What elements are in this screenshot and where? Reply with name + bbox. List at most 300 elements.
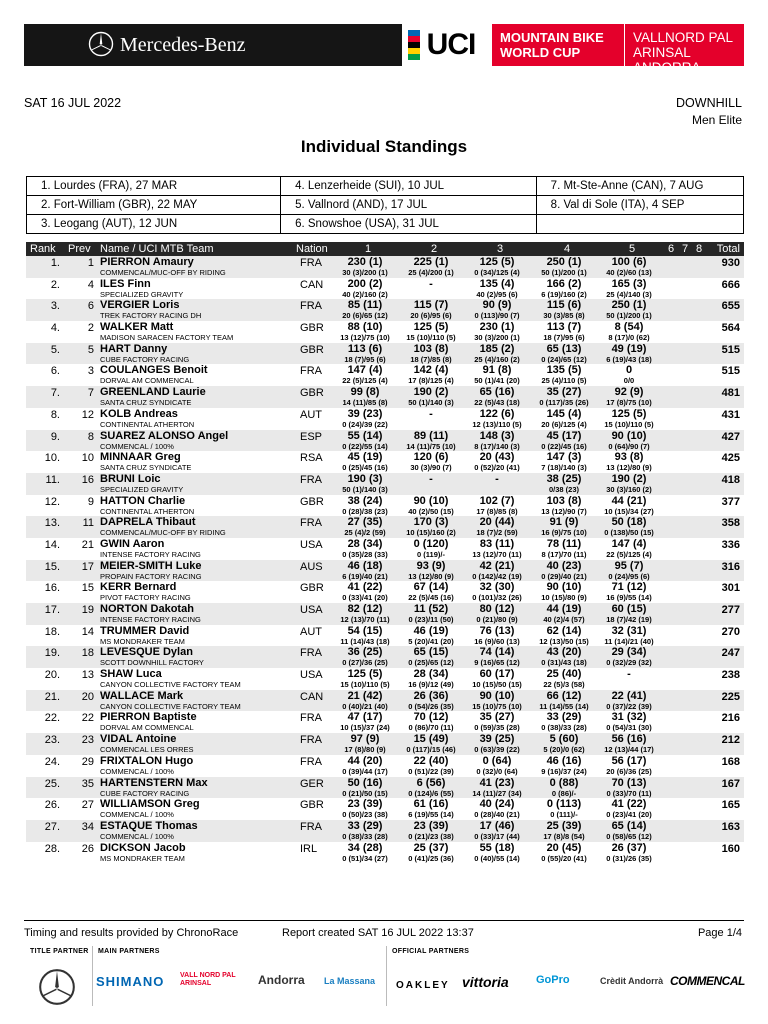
round-5-points: 8 (54) [614, 321, 644, 334]
total-points: 277 [721, 604, 740, 616]
round-1-points: 34 (28) [347, 841, 383, 854]
total-points: 564 [721, 322, 740, 335]
round-5-breakdown: 12 (13)/44 (17) [604, 745, 654, 755]
partner-divider [92, 946, 93, 1006]
team-name: COMMENCAL / 100% [100, 810, 174, 820]
total-points: 212 [721, 734, 740, 747]
total-points: 515 [721, 365, 740, 378]
col-prev: Prev [68, 243, 91, 255]
table-row [26, 321, 744, 343]
round-2-breakdown: 6 (19)/55 (14) [408, 810, 454, 820]
round-2-points: - [429, 407, 433, 420]
round-1-breakdown: 11 (14)/43 (18) [340, 636, 390, 646]
prev-rank-cell: 35 [81, 777, 94, 790]
round-5-points: 90 (10) [611, 429, 647, 442]
round-5-breakdown: 0 (24)/95 (6) [608, 571, 650, 581]
shimano-logo: SHIMANO [96, 974, 165, 989]
prev-rank-cell: 3 [87, 365, 94, 378]
rider-name: HARTENSTERN Max [100, 776, 208, 789]
round-4-breakdown: 0 (117)/35 (26) [539, 398, 589, 408]
round-5-breakdown: 16 (9)/55 (14) [606, 593, 652, 603]
round-1-breakdown: 6 (19)/40 (21) [342, 571, 388, 581]
round-3-points: 41 (23) [479, 776, 515, 789]
venue-label [624, 24, 744, 75]
round-1-breakdown: 17 (8)/80 (9) [344, 745, 386, 755]
round-4-points: 44 (19) [546, 603, 582, 615]
round-5-breakdown: 0 (32)/29 (32) [606, 658, 652, 668]
round-3-breakdown: 17 (8)/85 (8) [476, 506, 518, 516]
rank-cell: 21. [44, 690, 60, 703]
rider-name: VERGIER Loris [100, 299, 180, 312]
table-row [26, 386, 744, 408]
rank-cell: 11. [45, 473, 60, 486]
team-name: SANTA CRUZ SYNDICATE [100, 398, 192, 408]
round-2-points: 90 (10) [413, 494, 449, 507]
table-row [26, 516, 744, 538]
round-4-breakdown: 12 (13)/50 (15) [539, 636, 589, 646]
round-1-points: 85 (11) [347, 299, 383, 312]
event-cell [536, 215, 743, 234]
team-name: PIVOT FACTORY RACING [100, 593, 191, 603]
rider-name: HART Danny [100, 342, 168, 355]
prev-rank-cell: 21 [81, 538, 94, 551]
event-cell: 8. Val di Sole (ITA), 4 SEP [536, 196, 743, 215]
round-1-points: 45 (19) [347, 451, 383, 464]
round-5-breakdown: 0 (54)/31 (30) [606, 723, 652, 733]
team-name: CANYON COLLECTIVE FACTORY TEAM [100, 680, 241, 690]
prev-rank-cell: 2 [87, 322, 94, 335]
prev-rank-cell: 22 [81, 712, 94, 725]
table-row [26, 820, 744, 842]
event-cell: 7. Mt-Ste-Anne (CAN), 7 AUG [536, 177, 743, 196]
round-3-points: 65 (16) [479, 386, 515, 399]
round-1-breakdown: 0 (24)/39 (22) [342, 419, 388, 429]
rank-cell: 22. [44, 712, 60, 725]
table-row [26, 798, 744, 820]
round-3-points: 90 (10) [479, 689, 515, 702]
round-1-breakdown: 0 (51)/34 (27) [342, 853, 388, 863]
round-5-breakdown: 30 (3)/160 (2) [606, 484, 652, 494]
venue-line-1: VALLNORD PAL ARINSAL [633, 30, 733, 60]
prev-rank-cell: 23 [81, 734, 94, 747]
round-3-breakdown: 0 (59)/35 (28) [474, 723, 520, 733]
team-name: SPECIALIZED GRAVITY [100, 484, 184, 494]
round-2-breakdown: 25 (4)/200 (1) [408, 268, 454, 277]
round-2-breakdown: 22 (5)/45 (16) [408, 593, 454, 603]
nation-cell: GBR [300, 387, 324, 400]
table-row [26, 733, 744, 755]
round-5-breakdown: 20 (6)/36 (25) [606, 766, 652, 776]
report-created: Report created SAT 16 JUL 2022 13:37 [282, 927, 474, 939]
round-4-breakdown: 10 (15)/80 (9) [541, 593, 587, 603]
round-2-points: 125 (5) [413, 321, 449, 334]
round-3-breakdown: 9 (16)/65 (12) [474, 658, 520, 668]
round-1-points: 41 (22) [347, 581, 383, 594]
team-name: DORVAL AM COMMENCAL [100, 723, 194, 733]
round-5-points: 49 (19) [611, 342, 647, 355]
round-3-points: 80 (12) [479, 603, 515, 615]
rank-cell: 3. [50, 300, 60, 313]
rank-cell: 27. [44, 820, 60, 833]
round-1-breakdown: 0 (27)/36 (25) [342, 658, 388, 668]
rider-name: PIERRON Baptiste [100, 711, 197, 724]
oakley-logo: OAKLEY [396, 980, 450, 991]
round-4-points: 113 (7) [546, 321, 582, 334]
standings-table [26, 242, 744, 863]
round-1-breakdown: 0 (33)/41 (20) [342, 593, 388, 603]
vittoria-logo: vittoria [462, 974, 509, 990]
team-name: CUBE FACTORY RACING [100, 788, 190, 798]
round-5-points: 70 (13) [611, 776, 647, 789]
round-2-points: 28 (34) [413, 668, 449, 681]
round-3-points: 102 (7) [479, 494, 515, 507]
round-5-breakdown: 0 (31)/26 (35) [606, 853, 652, 863]
round-4-breakdown: 0 (24)/65 (12) [541, 354, 587, 364]
sponsor-block [24, 24, 402, 66]
round-5-breakdown: 22 (5)/125 (4) [606, 549, 652, 559]
prev-rank-cell: 16 [81, 473, 94, 486]
round-5-breakdown: 15 (10)/110 (5) [604, 419, 654, 429]
round-3-breakdown: 0 (34)/125 (4) [474, 268, 520, 277]
round-2-breakdown: 40 (2)/50 (15) [408, 506, 454, 516]
round-1-breakdown: 0 (38)/33 (28) [342, 831, 388, 841]
round-4-breakdown: 11 (14)/55 (14) [539, 701, 589, 711]
total-points: 515 [721, 343, 740, 356]
round-4-breakdown: 50 (1)/200 (1) [541, 268, 587, 277]
rank-cell: 5. [50, 343, 60, 356]
round-5-points: 165 (3) [611, 277, 647, 290]
table-row [26, 646, 744, 668]
rank-cell: 18. [44, 625, 60, 638]
round-3-points: 55 (18) [479, 841, 515, 854]
round-4-breakdown: 0 (22)/45 (16) [541, 441, 587, 451]
round-5-points: 32 (31) [611, 624, 647, 637]
round-1-breakdown: 50 (1)/140 (3) [342, 484, 388, 494]
round-3-breakdown: 0 (142)/42 (19) [472, 571, 522, 581]
round-1-points: 190 (3) [347, 472, 383, 485]
round-5-breakdown: 10 (15)/34 (27) [604, 506, 654, 516]
round-2-points: 23 (39) [413, 819, 449, 832]
round-3-breakdown: 10 (15)/50 (15) [472, 680, 522, 690]
discipline: DOWNHILL [676, 96, 742, 110]
round-4-points: 78 (11) [546, 537, 582, 550]
prev-rank-cell: 27 [81, 799, 94, 812]
round-4-points: 35 (27) [546, 386, 582, 399]
nation-cell: FRA [300, 365, 322, 378]
round-4-breakdown: 22 (5)/3 (58) [543, 680, 585, 690]
rider-name: HATTON Charlie [100, 494, 186, 507]
team-name: COMMENCAL/MUC-OFF BY RIDING [100, 268, 226, 277]
nation-cell: AUT [300, 408, 322, 421]
round-5-points: 31 (32) [611, 711, 647, 724]
round-3-points: 20 (44) [479, 516, 515, 529]
round-4-breakdown: 20 (6)/125 (4) [541, 419, 587, 429]
round-1-breakdown: 0 (28)/38 (23) [342, 506, 388, 516]
round-3-points: 0 (64) [482, 754, 512, 767]
table-row [26, 625, 744, 647]
round-2-points: 65 (15) [413, 646, 449, 659]
round-2-points: 6 (56) [416, 776, 446, 789]
prev-rank-cell: 17 [81, 560, 94, 573]
round-2-breakdown: 0 (119)/- [417, 549, 445, 559]
round-4-points: 90 (10) [546, 581, 582, 594]
round-4-points: 46 (16) [546, 754, 582, 767]
round-4-breakdown: 40 (2)/4 (57) [543, 615, 585, 624]
round-3-breakdown: 0 (40)/55 (14) [474, 853, 520, 863]
table-row [26, 581, 744, 603]
col-round-8: 8 [696, 243, 703, 255]
round-3-points: 122 (6) [479, 407, 515, 420]
table-row [26, 408, 744, 430]
rank-cell: 16. [44, 582, 60, 595]
round-3-breakdown: 30 (3)/200 (1) [474, 333, 520, 343]
round-4-points: 38 (25) [546, 472, 582, 485]
round-2-points: 170 (3) [413, 516, 449, 529]
col-name: Name / UCI MTB Team [100, 243, 214, 255]
rider-name: LEVESQUE Dylan [100, 646, 193, 659]
rank-cell: 25. [44, 777, 60, 790]
nation-cell: RSA [300, 452, 323, 465]
team-name: COMMENCAL / 100% [100, 831, 174, 841]
total-points: 666 [721, 278, 740, 291]
col-round-5: 5 [629, 243, 636, 255]
report-date: SAT 16 JUL 2022 [24, 96, 122, 110]
round-1-breakdown: 15 (10)/110 (5) [340, 680, 390, 690]
prev-rank-cell: 1 [87, 257, 94, 269]
uci-rainbow-stripes [408, 30, 420, 60]
round-5-breakdown: 17 (8)/75 (10) [606, 398, 652, 408]
round-3-points: - [495, 472, 499, 485]
round-5-breakdown: 18 (7)/42 (19) [606, 615, 652, 624]
col-rank: Rank [30, 243, 56, 255]
round-5-breakdown: 8 (17)/0 (62) [608, 333, 650, 343]
round-4-breakdown: 17 (8)/8 (54) [543, 831, 585, 841]
col-nation: Nation [296, 243, 328, 255]
table-row [26, 278, 744, 300]
rank-cell: 2. [50, 278, 60, 291]
round-2-breakdown: 0 (54)/26 (35) [408, 701, 454, 711]
table-row [26, 603, 744, 625]
round-3-breakdown: 0 (52)/20 (41) [474, 463, 520, 473]
total-points: 216 [721, 712, 740, 725]
round-1-points: 33 (29) [347, 819, 383, 832]
event-cell: 2. Fort-William (GBR), 22 MAY [27, 196, 281, 215]
rider-name: KERR Bernard [100, 581, 177, 594]
nation-cell: GER [300, 777, 324, 790]
nation-cell: FRA [300, 647, 322, 660]
round-4-breakdown: 30 (3)/85 (8) [543, 311, 585, 321]
official-partners-label: OFFICIAL PARTNERS [392, 948, 470, 955]
prev-rank-cell: 14 [81, 625, 94, 638]
round-2-breakdown: 0 (23)/11 (50) [408, 615, 454, 624]
rank-cell: 9. [50, 430, 60, 443]
round-3-points: 83 (11) [479, 537, 515, 550]
round-1-breakdown: 0 (40)/21 (40) [342, 701, 388, 711]
rank-cell: 28. [44, 842, 60, 855]
round-4-points: 20 (45) [546, 841, 582, 854]
event-row [27, 177, 744, 196]
event-cell: 1. Lourdes (FRA), 27 MAR [27, 177, 281, 196]
round-1-points: 230 (1) [347, 256, 383, 268]
table-row [26, 364, 744, 386]
round-4-breakdown: 0 (86)/- [551, 788, 577, 798]
rank-cell: 23. [44, 734, 60, 747]
total-points: 163 [721, 820, 740, 833]
round-5-points: 0 [625, 364, 633, 377]
partners-strip [24, 946, 744, 1016]
commencal-logo: COMMENCAL [670, 974, 745, 988]
round-4-points: 25 (40) [546, 668, 582, 681]
round-4-breakdown: 0 (38)/33 (28) [541, 723, 587, 733]
event-cell: 6. Snowshoe (USA), 31 JUL [281, 215, 537, 234]
round-3-points: 20 (43) [479, 451, 515, 464]
round-2-breakdown: 0 (86)/70 (11) [408, 723, 454, 733]
round-4-breakdown: 8 (17)/70 (11) [541, 549, 587, 559]
round-1-points: 113 (6) [347, 342, 383, 355]
round-2-breakdown: 50 (1)/140 (3) [408, 398, 454, 408]
prev-rank-cell: 7 [87, 387, 94, 400]
round-3-points: 60 (17) [479, 668, 515, 681]
round-5-breakdown: 6 (19)/43 (18) [606, 354, 652, 364]
round-4-points: 33 (29) [546, 711, 582, 724]
round-5-points: 92 (9) [614, 386, 644, 399]
nation-cell: FRA [300, 820, 322, 833]
mercedes-star-icon [38, 968, 76, 1006]
round-3-points: 125 (5) [479, 256, 515, 268]
round-2-breakdown: 10 (15)/160 (2) [406, 528, 456, 538]
table-row [26, 473, 744, 495]
round-2-points: 142 (4) [413, 364, 449, 377]
round-4-points: 43 (20) [546, 646, 582, 659]
round-1-points: 54 (15) [347, 624, 383, 637]
round-4-breakdown: 0 (29)/40 (21) [541, 571, 587, 581]
rider-name: WALLACE Mark [100, 689, 184, 702]
round-5-points: 56 (17) [611, 754, 647, 767]
nation-cell: FRA [300, 712, 322, 725]
rank-cell: 1. [50, 257, 60, 269]
round-3-points: 40 (24) [479, 798, 515, 811]
round-3-points: 76 (13) [479, 624, 515, 637]
table-row [26, 842, 744, 864]
round-4-points: 0 (113) [546, 798, 582, 811]
round-1-breakdown: 0 (25)/45 (16) [342, 463, 388, 473]
round-2-points: 225 (1) [413, 256, 449, 268]
round-1-points: 55 (14) [347, 429, 383, 442]
prev-rank-cell: 9 [87, 495, 94, 508]
round-1-points: 88 (10) [347, 321, 383, 334]
round-4-points: 250 (1) [546, 256, 582, 268]
total-points: 358 [721, 517, 740, 530]
round-4-points: 103 (8) [546, 494, 582, 507]
round-2-points: 115 (7) [413, 299, 449, 312]
round-1-points: 50 (16) [347, 776, 383, 789]
partner-divider [386, 946, 387, 1006]
round-3-breakdown: 12 (13)/110 (5) [472, 419, 522, 429]
round-4-breakdown: 13 (12)/90 (7) [541, 506, 587, 516]
round-1-points: 82 (12) [347, 603, 383, 615]
team-name: CUBE FACTORY RACING [100, 354, 190, 364]
round-1-points: 46 (18) [347, 559, 383, 572]
round-4-breakdown: 9 (16)/37 (24) [541, 766, 587, 776]
event-cell: 4. Lenzerheide (SUI), 10 JUL [281, 177, 537, 196]
round-5-points: 95 (7) [614, 559, 644, 572]
rank-cell: 13. [44, 517, 60, 530]
round-3-breakdown: 15 (10)/75 (10) [472, 701, 522, 711]
team-name: INTENSE FACTORY RACING [100, 615, 201, 624]
table-row [26, 777, 744, 799]
main-partners-label: MAIN PARTNERS [98, 948, 160, 955]
round-1-breakdown: 30 (3)/200 (1) [342, 268, 388, 277]
table-row [26, 538, 744, 560]
round-5-points: 71 (12) [611, 581, 647, 594]
rank-cell: 20. [44, 669, 60, 682]
rider-name: SHAW Luca [100, 668, 162, 681]
team-name: COMMENCAL / 100% [100, 766, 174, 776]
round-2-points: 61 (16) [413, 798, 449, 811]
round-2-breakdown: 0 (124)/6 (55) [408, 788, 454, 798]
col-round-4: 4 [564, 243, 571, 255]
round-4-breakdown: 7 (18)/140 (3) [541, 463, 587, 473]
round-5-points: 41 (22) [611, 798, 647, 811]
nation-cell: FRA [300, 734, 322, 747]
team-name: COMMENCAL/MUC-OFF BY RIDING [100, 528, 226, 538]
round-3-points: 42 (21) [479, 559, 515, 572]
round-1-breakdown: 0 (35)/28 (33) [342, 549, 388, 559]
total-points: 247 [721, 647, 740, 660]
round-1-breakdown: 20 (6)/65 (12) [342, 311, 388, 321]
team-name: MADISON SARACEN FACTORY TEAM [100, 333, 234, 343]
round-1-points: 21 (42) [347, 689, 383, 702]
round-1-points: 38 (24) [347, 494, 383, 507]
round-2-breakdown: 0 (41)/25 (36) [408, 853, 454, 863]
footer-divider [24, 920, 744, 921]
round-3-breakdown: 16 (9)/60 (13) [474, 636, 520, 646]
round-2-points: 25 (37) [413, 841, 449, 854]
nation-cell: GBR [300, 343, 324, 356]
round-2-points: 89 (11) [413, 429, 449, 442]
nation-cell: GBR [300, 495, 324, 508]
round-3-breakdown: 14 (11)/27 (34) [472, 788, 522, 798]
nation-cell: GBR [300, 799, 324, 812]
table-row [26, 256, 744, 278]
round-5-breakdown: 11 (14)/21 (40) [604, 636, 654, 646]
rank-cell: 15. [44, 560, 60, 573]
table-row [26, 668, 744, 690]
rank-cell: 14. [44, 538, 60, 551]
round-5-points: 147 (4) [611, 537, 647, 550]
nation-cell: AUT [300, 625, 322, 638]
table-row [26, 560, 744, 582]
round-2-points: 46 (19) [413, 624, 449, 637]
rider-name: DAPRELA Thibaut [100, 516, 196, 529]
round-4-breakdown: 0/38 (23) [548, 484, 580, 494]
rider-name: WILLIAMSON Greg [100, 798, 200, 811]
round-5-breakdown: 50 (1)/200 (1) [606, 311, 652, 321]
rider-name: BRUNI Loic [100, 472, 161, 485]
round-5-points: 93 (8) [614, 451, 644, 464]
nation-cell: AUS [300, 560, 323, 573]
rank-cell: 8. [50, 408, 60, 421]
timing-credit: Timing and results provided by ChronoRace [24, 927, 239, 939]
round-3-points: 17 (46) [479, 819, 515, 832]
round-3-breakdown: 0 (28)/40 (21) [474, 810, 520, 820]
total-points: 225 [721, 690, 740, 703]
nation-cell: CAN [300, 690, 324, 703]
round-4-breakdown: 6 (19)/160 (2) [541, 289, 587, 299]
total-points: 930 [721, 257, 740, 269]
rank-cell: 7. [50, 387, 60, 400]
rider-name: PIERRON Amaury [100, 256, 194, 268]
